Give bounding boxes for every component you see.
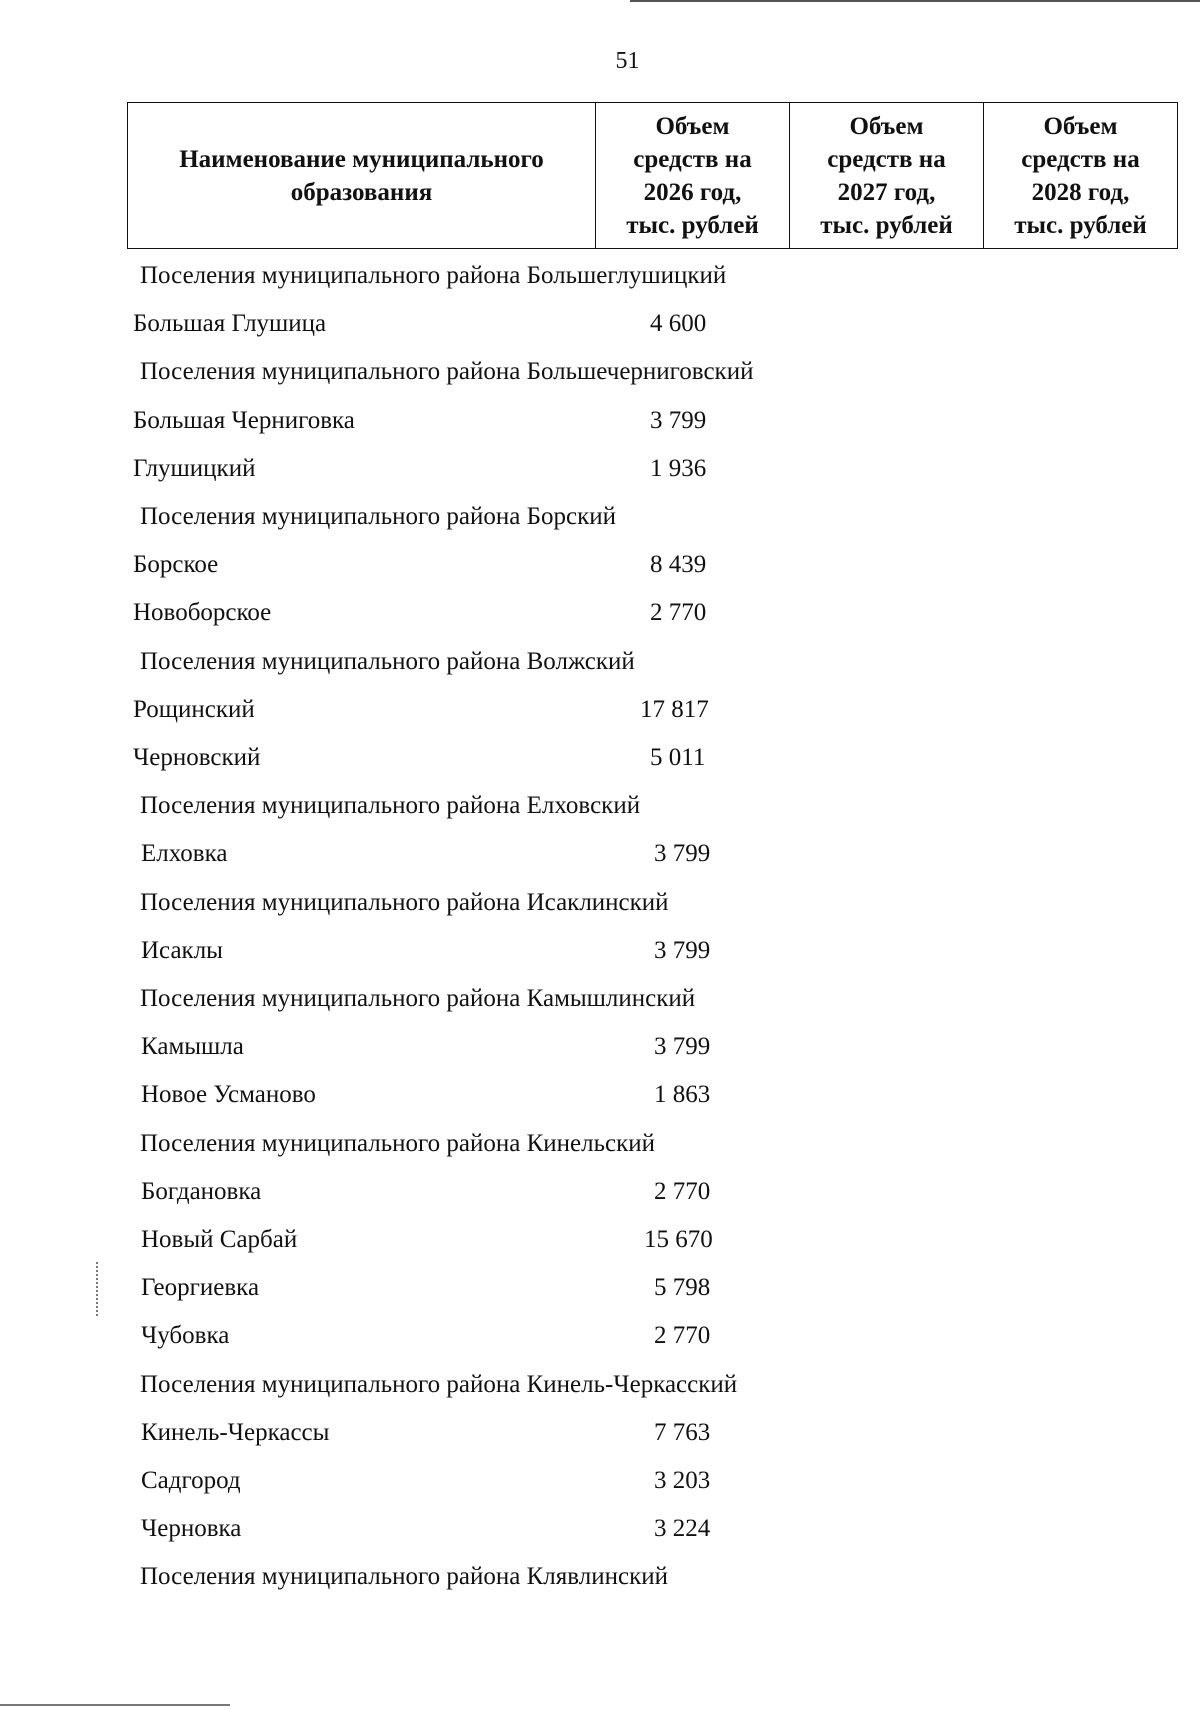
municipality-name: Елховка [141, 840, 228, 868]
header-2028-line: 2028 год, [1031, 178, 1130, 206]
header-row [128, 103, 1178, 249]
district-name: Поселения муниципального района Исаклинский [140, 888, 669, 916]
municipality-name: Новый Сарбай [141, 1226, 298, 1253]
district-name: Поселения муниципального района Камышлинский [140, 985, 696, 1012]
municipality-name: Черновский [133, 744, 261, 771]
header-2027-line: тыс. рублей [820, 211, 953, 239]
scan-artifact [96, 1262, 101, 1316]
municipality-name: Исаклы [141, 936, 223, 964]
municipality-name: Георгиевка [141, 1274, 260, 1302]
municipality-name: Большая Черниговка [133, 406, 355, 434]
value-2026: 15 670 [644, 1226, 713, 1253]
header-2027-line: 2027 год, [837, 178, 936, 206]
top-rule [630, 0, 1200, 2]
value-2026: 7 763 [654, 1418, 711, 1446]
value-2026: 2 770 [654, 1177, 711, 1205]
bottom-rule [0, 1704, 230, 1706]
municipality-name: Чубовка [141, 1322, 230, 1350]
value-2026: 3 799 [654, 936, 711, 964]
page-number: 51 [615, 48, 640, 74]
value-2026: 3 799 [650, 406, 707, 434]
header-2028-line: средств на [1021, 145, 1140, 173]
municipality-name: Камышла [141, 1033, 244, 1061]
value-2026: 17 817 [640, 695, 709, 723]
header-municipality: Наименование муниципального образования [128, 103, 596, 249]
header-2026-line: тыс. рублей [626, 211, 759, 239]
district-name: Поселения муниципального района Клявлинский [140, 1563, 668, 1591]
district-name: Поселения муниципального района Елховский [140, 792, 641, 820]
header-2028 [984, 103, 1178, 249]
header-2026-line: Объем [655, 112, 730, 140]
value-2026: 3 799 [654, 1033, 711, 1061]
value-2026: 2 770 [654, 1322, 711, 1350]
header-table [127, 102, 1178, 249]
district-name: Поселения муниципального района Кинель-Черкасский [140, 1370, 738, 1398]
header-2028-line: Объем [1043, 112, 1118, 140]
district-name: Поселения муниципального района Волжский [140, 647, 635, 675]
municipality-name: Новое Усманово [141, 1081, 316, 1109]
district-name: Поселения муниципального района Большеглушицкий [140, 262, 727, 289]
municipality-name: Садгород [141, 1467, 241, 1494]
value-2026: 3 203 [654, 1467, 711, 1494]
header-2027 [790, 103, 984, 249]
header-2027-line: Объем [849, 112, 924, 140]
value-2026: 3 799 [654, 840, 711, 868]
municipality-name: Глушицкий [133, 454, 256, 482]
value-2026: 1 936 [650, 454, 707, 482]
header-2028-line: тыс. рублей [1014, 211, 1147, 239]
municipality-name: Черновка [141, 1515, 242, 1543]
municipality-name: Борское [133, 551, 219, 579]
municipality-name: Рощинский [133, 695, 255, 723]
header-2026 [596, 103, 790, 249]
district-name: Поселения муниципального района Большечерниговский [140, 358, 754, 386]
municipality-name: Новоборское [133, 599, 272, 627]
value-2026: 4 600 [650, 310, 707, 338]
value-2026: 3 224 [654, 1515, 711, 1543]
header-2027-line: средств на [827, 145, 946, 173]
district-name: Поселения муниципального района Кинельский [140, 1129, 656, 1157]
district-name: Поселения муниципального района Борский [140, 503, 616, 530]
value-2026: 2 770 [650, 599, 707, 627]
value-2026: 1 863 [654, 1081, 711, 1109]
value-2026: 5 798 [654, 1274, 711, 1302]
value-2026: 5 011 [650, 744, 706, 771]
header-2026-line: средств на [633, 145, 752, 173]
value-2026: 8 439 [650, 551, 707, 579]
municipality-name: Богдановка [141, 1177, 262, 1205]
municipality-name: Большая Глушица [133, 310, 327, 338]
municipality-name: Кинель-Черкассы [141, 1418, 330, 1446]
header-2026-line: 2026 год, [643, 178, 742, 206]
